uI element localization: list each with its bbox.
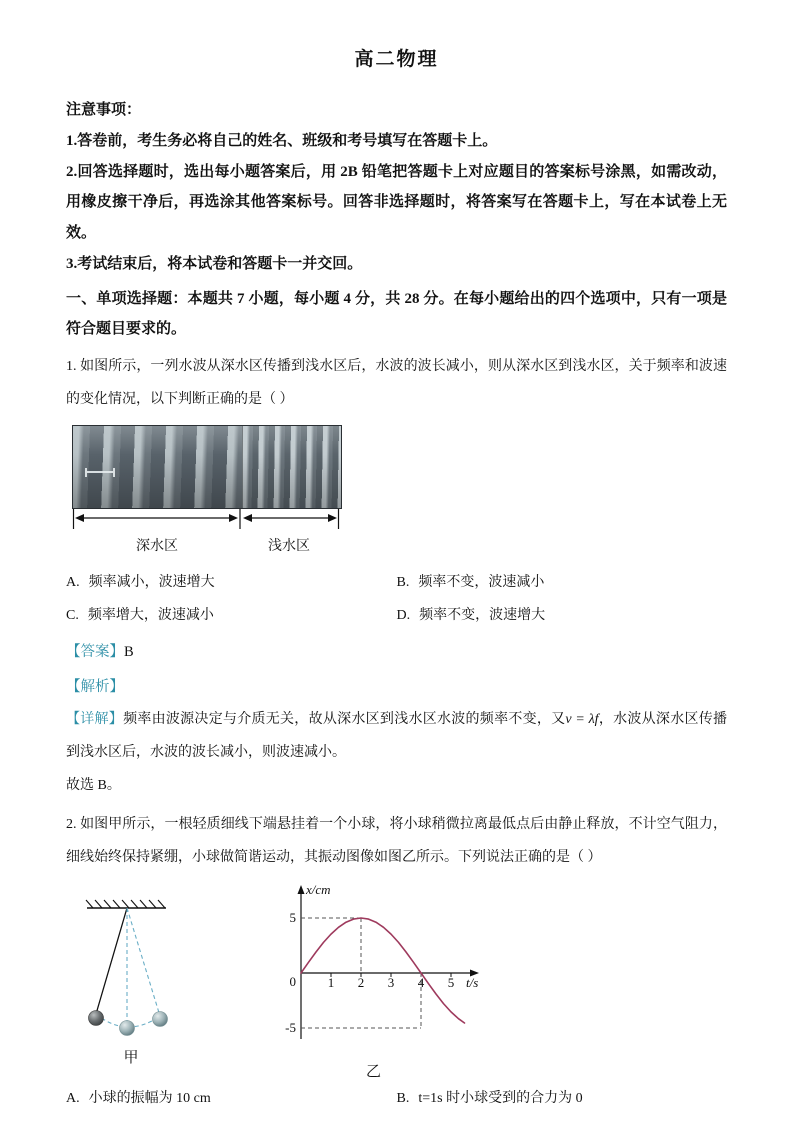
water-wave-photo (72, 425, 342, 509)
option-text: 频率不变，波速增大 (419, 607, 546, 623)
detail-text-after: ，水波从深水区传播到浅水区后，水波的波长减小，则波速减小。 (66, 712, 727, 761)
ball-current-position (89, 1010, 104, 1025)
fig-label-jia: 甲 (123, 1049, 139, 1066)
x-tick-2: 2 (357, 974, 365, 990)
answer-tag: 【答案】 (66, 643, 124, 660)
pendulum-figure (70, 881, 192, 1067)
formula-v-equals-lambda-f: v = λf (565, 712, 599, 728)
page-title: 高二物理 (354, 49, 439, 70)
vibration-graph-figure (256, 881, 491, 1081)
q2-option-a (66, 1083, 397, 1116)
q2-options-row (66, 1083, 727, 1116)
q1-options-row-1 (66, 567, 727, 600)
shallow-zone-label: 浅水区 (268, 538, 310, 554)
q2-stem: 2. 如图甲所示，一根轻质细线下端悬挂着一个小球，将小球稍微拉离最低点后由静止释放，不计空气阻力，细线始终保持紧绷，小球做简谐运动，其振动图像如图乙所示。下列说法正确的是（ ） (66, 817, 727, 865)
zone-boundary-lines (74, 509, 339, 529)
sine-curve (301, 918, 465, 1023)
notice-heading: 注意事项： (66, 102, 142, 118)
option-label: B. (396, 574, 410, 590)
q1-figure (72, 425, 340, 557)
q1-option-b (397, 567, 728, 600)
detail-text-before: 频率由波源决定与介质无关，故从深水区到浅水区水波的频率不变，又 (123, 712, 566, 728)
notice-item-2: 2.回答选择题时，选出每小题答案后，用 2B 铅笔把答题卡上对应题目的答案标号涂黑，如需改动，用橡皮擦干净后，再选涂其他答案标号。回答非选择题时，将答案写在答题卡上，写在本试卷上无效。 (66, 163, 727, 241)
deep-water-region (73, 426, 242, 508)
x-tick-1: 1 (327, 974, 335, 990)
ball-opposite-position (153, 1011, 168, 1026)
option-text: t=1s 时小球受到的合力为 0 (418, 1090, 583, 1106)
q1-option-a (66, 567, 397, 600)
y-tick-minus5: -5 (285, 1019, 296, 1035)
notice-item-3: 3.考试结束后，将本试卷和答题卡一并交回。 (66, 255, 363, 272)
option-label: C. (66, 607, 79, 623)
y-tick-0: 0 (289, 973, 296, 989)
pendulum-diagram (70, 881, 192, 1039)
analysis-tag: 【解析】 (66, 679, 124, 696)
q2-figures (70, 881, 727, 1081)
ceiling-hatch (86, 900, 166, 908)
graph-ylabel: x/cm (306, 881, 331, 897)
q1-option-c (66, 600, 397, 633)
notice-item-1: 1.答卷前，考生务必将自己的姓名、班级和考号填写在答题卡上。 (66, 132, 498, 149)
option-text: 频率减小，波速增大 (88, 574, 215, 590)
pendulum-balls (89, 1010, 168, 1035)
detail-tag: 【详解】 (66, 712, 124, 728)
q1-options-row-2 (66, 600, 727, 633)
option-text: 频率不变，波速减小 (418, 574, 545, 590)
zone-annotation (72, 509, 340, 557)
option-text: 频率增大，波速减小 (87, 607, 214, 623)
section-heading: 一、单项选择题：本题共 7 小题，每小题 4 分，共 28 分。在每小题给出的四个选项中，只有一项是符合题目要求的。 (66, 290, 727, 338)
q1-conclusion: 故选 B。 (66, 778, 121, 794)
graph-xlabel: t/s (466, 974, 479, 990)
vibration-graph (256, 881, 491, 1053)
option-label: B. (396, 1090, 410, 1106)
q1-stem: 1. 如图所示，一列水波从深水区传播到浅水区后，水波的波长减小，则从深水区到浅水区，关于频率和波速的变化情况，以下判断正确的是（ ） (66, 359, 727, 407)
x-tick-4: 4 (417, 974, 425, 990)
wavelength-marker (85, 468, 115, 477)
y-tick-5: 5 (289, 909, 296, 925)
option-label: A. (66, 574, 80, 590)
graph-axes (298, 885, 480, 1039)
option-label: D. (396, 607, 411, 623)
option-text: 小球的振幅为 10 cm (88, 1090, 211, 1106)
fig-label-yi: 乙 (365, 1063, 381, 1080)
q1-option-d (397, 600, 728, 633)
x-tick-5: 5 (447, 974, 455, 990)
q2-option-b (397, 1083, 728, 1116)
ball-lowest-position (120, 1020, 135, 1035)
shallow-water-region (242, 426, 341, 508)
q1-analysis-line (66, 672, 727, 704)
zone-arrows (75, 514, 337, 522)
x-tick-3: 3 (387, 974, 395, 990)
q1-detail (66, 704, 727, 770)
deep-zone-label: 深水区 (136, 538, 178, 554)
option-label: A. (66, 1090, 80, 1106)
pendulum-strings (96, 908, 160, 1027)
answer-value: B (124, 643, 134, 660)
q1-answer-line (66, 637, 727, 669)
